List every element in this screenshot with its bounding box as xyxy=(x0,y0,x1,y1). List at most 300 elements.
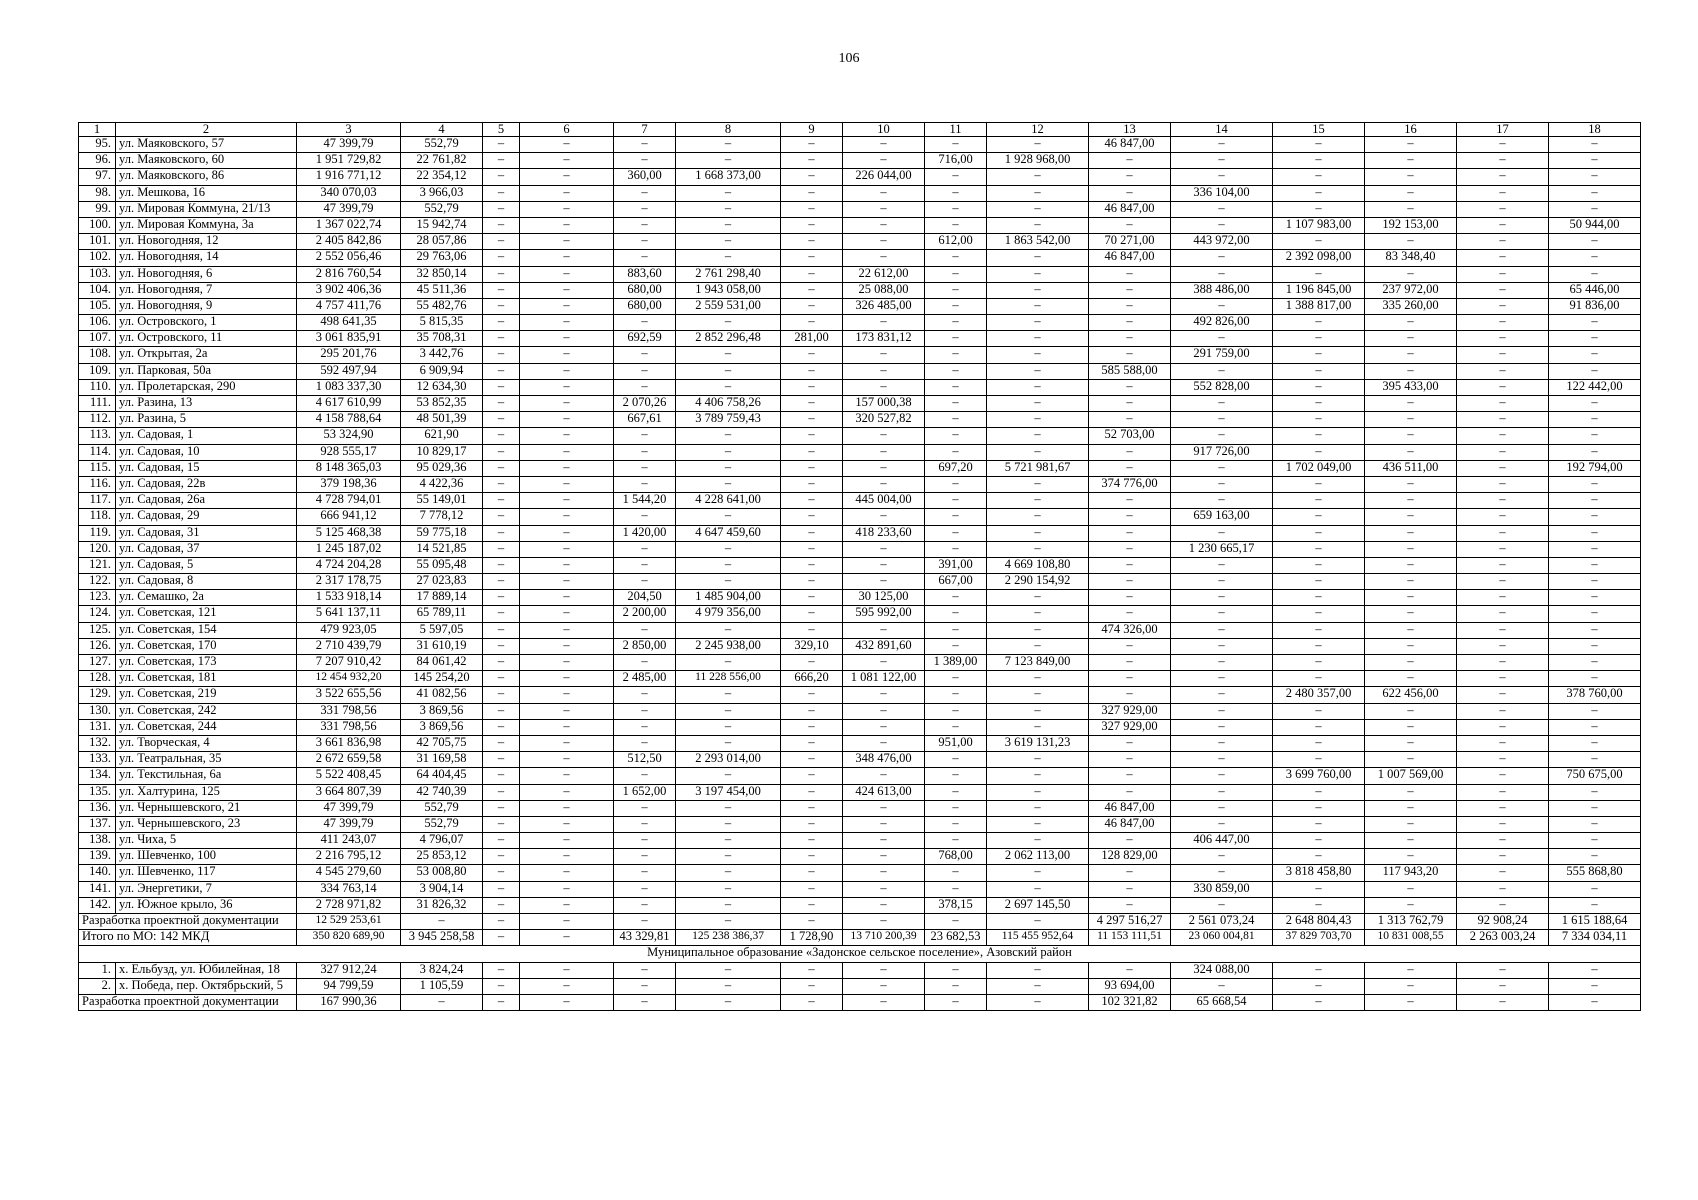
row-number: 107. xyxy=(79,331,116,347)
value-cell: – xyxy=(1273,590,1365,606)
value-cell: 1 007 569,00 xyxy=(1365,768,1457,784)
value-cell: 14 521,85 xyxy=(401,541,483,557)
value-cell: – xyxy=(483,606,520,622)
value-cell: – xyxy=(1273,153,1365,169)
value-cell: – xyxy=(1089,768,1171,784)
column-number: 6 xyxy=(520,123,614,137)
value-cell: – xyxy=(925,719,987,735)
value-cell: – xyxy=(925,622,987,638)
value-cell: – xyxy=(676,185,781,201)
value-cell: – xyxy=(1089,671,1171,687)
value-cell: – xyxy=(1365,363,1457,379)
value-cell: 4 796,07 xyxy=(401,833,483,849)
value-cell: – xyxy=(676,978,781,994)
address-cell: ул. Садовая, 26а xyxy=(116,493,297,509)
value-cell: 697,20 xyxy=(925,460,987,476)
value-cell: – xyxy=(1171,525,1273,541)
column-number: 10 xyxy=(843,123,925,137)
address-cell: ул. Советская, 181 xyxy=(116,671,297,687)
value-cell: 29 763,06 xyxy=(401,250,483,266)
value-cell: – xyxy=(1171,460,1273,476)
value-cell: 3 061 835,91 xyxy=(297,331,401,347)
value-cell: – xyxy=(1171,574,1273,590)
column-number: 13 xyxy=(1089,123,1171,137)
value-cell: – xyxy=(781,541,843,557)
value-cell: – xyxy=(1273,574,1365,590)
value-cell: – xyxy=(1273,703,1365,719)
value-cell: – xyxy=(614,978,676,994)
value-cell: 432 891,60 xyxy=(843,638,925,654)
value-cell: – xyxy=(1365,833,1457,849)
value-cell: – xyxy=(1457,735,1549,751)
value-cell: 2 293 014,00 xyxy=(676,752,781,768)
financing-table xyxy=(78,122,1641,1011)
value-cell: 4 669 108,80 xyxy=(987,557,1089,573)
address-cell: ул. Мировая Коммуна, 21/13 xyxy=(116,201,297,217)
table-row xyxy=(79,557,1641,573)
value-cell: – xyxy=(483,315,520,331)
value-cell: – xyxy=(1549,428,1641,444)
value-cell: 1 916 771,12 xyxy=(297,169,401,185)
address-cell: ул. Шевченко, 117 xyxy=(116,865,297,881)
table-row xyxy=(79,379,1641,395)
value-cell: – xyxy=(1549,671,1641,687)
value-cell: – xyxy=(781,557,843,573)
value-cell: 3 442,76 xyxy=(401,347,483,363)
value-cell: – xyxy=(614,315,676,331)
value-cell: – xyxy=(843,185,925,201)
value-cell: – xyxy=(925,509,987,525)
value-cell: – xyxy=(925,379,987,395)
value-cell: 5 641 137,11 xyxy=(297,606,401,622)
value-cell: – xyxy=(987,784,1089,800)
value-cell: 192 153,00 xyxy=(1365,217,1457,233)
value-cell: – xyxy=(614,687,676,703)
value-cell: – xyxy=(843,509,925,525)
table-row xyxy=(79,833,1641,849)
value-cell: – xyxy=(1171,816,1273,832)
value-cell: 55 482,76 xyxy=(401,298,483,314)
value-cell: – xyxy=(987,914,1089,930)
value-cell: 4 228 641,00 xyxy=(676,493,781,509)
value-cell: – xyxy=(1365,735,1457,751)
value-cell: – xyxy=(1457,541,1549,557)
value-cell: – xyxy=(987,444,1089,460)
value-cell: 716,00 xyxy=(925,153,987,169)
value-cell: – xyxy=(483,169,520,185)
value-cell: 173 831,12 xyxy=(843,331,925,347)
value-cell: – xyxy=(520,153,614,169)
value-cell: – xyxy=(925,590,987,606)
table-row xyxy=(79,315,1641,331)
address-cell: ул. Садовая, 31 xyxy=(116,525,297,541)
address-cell: ул. Садовая, 37 xyxy=(116,541,297,557)
value-cell: – xyxy=(520,250,614,266)
value-cell: – xyxy=(520,169,614,185)
value-cell: – xyxy=(520,557,614,573)
value-cell: – xyxy=(1457,396,1549,412)
row-number: 119. xyxy=(79,525,116,541)
value-cell: – xyxy=(1171,719,1273,735)
value-cell: – xyxy=(1549,541,1641,557)
value-cell: – xyxy=(676,363,781,379)
value-cell: – xyxy=(781,412,843,428)
value-cell: – xyxy=(1365,315,1457,331)
value-cell: – xyxy=(1549,250,1641,266)
value-cell: – xyxy=(483,444,520,460)
value-cell: – xyxy=(1089,541,1171,557)
value-cell: – xyxy=(1089,655,1171,671)
value-cell: 204,50 xyxy=(614,590,676,606)
column-number: 14 xyxy=(1171,123,1273,137)
value-cell: 1 083 337,30 xyxy=(297,379,401,395)
page-number: 106 xyxy=(838,51,860,66)
value-cell: 291 759,00 xyxy=(1171,347,1273,363)
row-number: 110. xyxy=(79,379,116,395)
value-cell: 692,59 xyxy=(614,331,676,347)
value-cell: – xyxy=(987,347,1089,363)
value-cell: – xyxy=(925,282,987,298)
value-cell: – xyxy=(520,525,614,541)
value-cell: – xyxy=(483,557,520,573)
address-cell: ул. Советская, 173 xyxy=(116,655,297,671)
address-cell: ул. Парковая, 50а xyxy=(116,363,297,379)
value-cell: – xyxy=(614,994,676,1010)
value-cell: 2 710 439,79 xyxy=(297,638,401,654)
value-cell: – xyxy=(676,347,781,363)
row-number: 98. xyxy=(79,185,116,201)
value-cell: – xyxy=(483,849,520,865)
value-cell: 8 148 365,03 xyxy=(297,460,401,476)
value-cell: 1 951 729,82 xyxy=(297,153,401,169)
value-cell: – xyxy=(1089,217,1171,233)
value-cell: – xyxy=(1273,266,1365,282)
value-cell: 46 847,00 xyxy=(1089,800,1171,816)
value-cell: – xyxy=(1171,703,1273,719)
row-number: 142. xyxy=(79,897,116,913)
value-cell: – xyxy=(483,493,520,509)
address-cell: ул. Садовая, 10 xyxy=(116,444,297,460)
value-cell: – xyxy=(1171,655,1273,671)
value-cell: – xyxy=(987,622,1089,638)
value-cell: – xyxy=(1171,169,1273,185)
value-cell: – xyxy=(781,509,843,525)
value-cell: – xyxy=(1365,234,1457,250)
value-cell: – xyxy=(1365,412,1457,428)
value-cell: – xyxy=(781,282,843,298)
value-cell: – xyxy=(1457,752,1549,768)
value-cell: – xyxy=(987,800,1089,816)
value-cell: 55 149,01 xyxy=(401,493,483,509)
value-cell: 552,79 xyxy=(401,201,483,217)
value-cell: 348 476,00 xyxy=(843,752,925,768)
value-cell: – xyxy=(987,638,1089,654)
value-cell: – xyxy=(614,363,676,379)
value-cell: – xyxy=(843,849,925,865)
value-cell: – xyxy=(1365,655,1457,671)
value-cell: – xyxy=(987,687,1089,703)
section-row xyxy=(79,946,1641,962)
value-cell: – xyxy=(1457,719,1549,735)
value-cell: – xyxy=(1549,525,1641,541)
value-cell: 666,20 xyxy=(781,671,843,687)
value-cell: – xyxy=(676,574,781,590)
value-cell: – xyxy=(1457,428,1549,444)
value-cell: – xyxy=(1273,201,1365,217)
value-cell: – xyxy=(614,816,676,832)
value-cell: 4 422,36 xyxy=(401,476,483,492)
value-cell: – xyxy=(1457,185,1549,201)
value-cell: – xyxy=(843,962,925,978)
value-cell: – xyxy=(1273,638,1365,654)
value-cell: – xyxy=(925,493,987,509)
value-cell: – xyxy=(1365,266,1457,282)
value-cell: 391,00 xyxy=(925,557,987,573)
value-cell: 35 708,31 xyxy=(401,331,483,347)
table-row xyxy=(79,217,1641,233)
value-cell: – xyxy=(520,768,614,784)
value-cell: – xyxy=(520,217,614,233)
value-cell: – xyxy=(925,606,987,622)
value-cell: – xyxy=(781,606,843,622)
value-cell: – xyxy=(1089,331,1171,347)
value-cell: 5 815,35 xyxy=(401,315,483,331)
value-cell: – xyxy=(676,994,781,1010)
value-cell: – xyxy=(925,250,987,266)
value-cell: – xyxy=(1365,525,1457,541)
value-cell: – xyxy=(483,914,520,930)
value-cell: – xyxy=(520,816,614,832)
value-cell: – xyxy=(1365,509,1457,525)
value-cell: – xyxy=(1273,800,1365,816)
row-number: 132. xyxy=(79,735,116,751)
value-cell: – xyxy=(1549,201,1641,217)
value-cell: – xyxy=(1365,574,1457,590)
value-cell: – xyxy=(781,719,843,735)
value-cell: – xyxy=(1457,347,1549,363)
value-cell: 378,15 xyxy=(925,897,987,913)
row-number: 139. xyxy=(79,849,116,865)
value-cell: – xyxy=(987,881,1089,897)
value-cell: – xyxy=(925,865,987,881)
value-cell: – xyxy=(781,298,843,314)
value-cell: – xyxy=(1171,638,1273,654)
value-cell: – xyxy=(781,153,843,169)
value-cell: – xyxy=(1549,331,1641,347)
value-cell: – xyxy=(1365,557,1457,573)
value-cell: – xyxy=(614,217,676,233)
value-cell: 70 271,00 xyxy=(1089,234,1171,250)
value-cell: – xyxy=(1273,735,1365,751)
value-cell: – xyxy=(1549,476,1641,492)
value-cell: – xyxy=(676,816,781,832)
value-cell: – xyxy=(676,622,781,638)
row-number: 120. xyxy=(79,541,116,557)
value-cell: – xyxy=(925,428,987,444)
table-row xyxy=(79,800,1641,816)
table-row xyxy=(79,428,1641,444)
address-cell: ул. Садовая, 5 xyxy=(116,557,297,573)
value-cell: – xyxy=(1089,509,1171,525)
value-cell: 750 675,00 xyxy=(1549,768,1641,784)
value-cell: – xyxy=(843,881,925,897)
value-cell: 474 326,00 xyxy=(1089,622,1171,638)
value-cell: 585 588,00 xyxy=(1089,363,1171,379)
value-cell: – xyxy=(1273,428,1365,444)
value-cell: 666 941,12 xyxy=(297,509,401,525)
value-cell: 379 198,36 xyxy=(297,476,401,492)
value-cell: 2 852 296,48 xyxy=(676,331,781,347)
value-cell: – xyxy=(1089,379,1171,395)
value-cell: – xyxy=(1549,266,1641,282)
value-cell: 31 826,32 xyxy=(401,897,483,913)
value-cell: – xyxy=(1457,638,1549,654)
value-cell: 46 847,00 xyxy=(1089,137,1171,153)
value-cell: 2 559 531,00 xyxy=(676,298,781,314)
value-cell: – xyxy=(1273,606,1365,622)
value-cell: – xyxy=(676,444,781,460)
value-cell: – xyxy=(925,687,987,703)
value-cell: – xyxy=(1365,897,1457,913)
value-cell: – xyxy=(1089,266,1171,282)
value-cell: – xyxy=(843,735,925,751)
row-number: 141. xyxy=(79,881,116,897)
value-cell: – xyxy=(1549,962,1641,978)
value-cell: – xyxy=(483,541,520,557)
value-cell: – xyxy=(520,428,614,444)
value-cell: – xyxy=(483,881,520,897)
value-cell: – xyxy=(987,994,1089,1010)
value-cell: – xyxy=(1365,784,1457,800)
value-cell: – xyxy=(1549,897,1641,913)
value-cell: – xyxy=(1457,509,1549,525)
row-number: 137. xyxy=(79,816,116,832)
value-cell: – xyxy=(1089,185,1171,201)
address-cell: ул. Советская, 244 xyxy=(116,719,297,735)
value-cell: – xyxy=(987,752,1089,768)
value-cell: – xyxy=(483,201,520,217)
address-cell: ул. Садовая, 15 xyxy=(116,460,297,476)
value-cell: – xyxy=(1549,493,1641,509)
value-cell: 1 652,00 xyxy=(614,784,676,800)
value-cell: – xyxy=(676,541,781,557)
table-row xyxy=(79,606,1641,622)
value-cell: – xyxy=(614,962,676,978)
value-cell: 3 902 406,36 xyxy=(297,282,401,298)
value-cell: – xyxy=(843,460,925,476)
value-cell: – xyxy=(843,557,925,573)
value-cell: – xyxy=(1089,784,1171,800)
address-cell: ул. Маяковского, 57 xyxy=(116,137,297,153)
value-cell: – xyxy=(987,590,1089,606)
value-cell: 917 726,00 xyxy=(1171,444,1273,460)
value-cell: 30 125,00 xyxy=(843,590,925,606)
value-cell: – xyxy=(1171,687,1273,703)
value-cell: – xyxy=(614,444,676,460)
value-cell: – xyxy=(1549,978,1641,994)
value-cell: – xyxy=(520,752,614,768)
value-cell: – xyxy=(1273,994,1365,1010)
address-cell: ул. Новогодняя, 6 xyxy=(116,266,297,282)
value-cell: – xyxy=(781,752,843,768)
value-cell: – xyxy=(1273,719,1365,735)
value-cell: – xyxy=(614,476,676,492)
table-row xyxy=(79,655,1641,671)
value-cell: – xyxy=(781,962,843,978)
value-cell: – xyxy=(1273,331,1365,347)
value-cell: – xyxy=(1171,428,1273,444)
value-cell: – xyxy=(987,201,1089,217)
value-cell: – xyxy=(987,185,1089,201)
value-cell: – xyxy=(781,622,843,638)
value-cell: – xyxy=(781,703,843,719)
value-cell: – xyxy=(843,914,925,930)
value-cell: – xyxy=(614,622,676,638)
value-cell: – xyxy=(781,169,843,185)
value-cell: – xyxy=(1365,816,1457,832)
value-cell: 326 485,00 xyxy=(843,298,925,314)
row-number: 140. xyxy=(79,865,116,881)
value-cell: – xyxy=(781,250,843,266)
value-cell: – xyxy=(987,525,1089,541)
value-cell: – xyxy=(520,687,614,703)
value-cell: – xyxy=(1171,201,1273,217)
value-cell: 52 703,00 xyxy=(1089,428,1171,444)
value-cell: – xyxy=(781,315,843,331)
value-cell: – xyxy=(1365,444,1457,460)
address-cell: ул. Разина, 5 xyxy=(116,412,297,428)
value-cell: – xyxy=(483,525,520,541)
value-cell: 28 057,86 xyxy=(401,234,483,250)
value-cell: 324 088,00 xyxy=(1171,962,1273,978)
value-cell: – xyxy=(676,768,781,784)
value-cell: 11 228 556,00 xyxy=(676,671,781,687)
value-cell: 91 836,00 xyxy=(1549,298,1641,314)
value-cell: – xyxy=(483,266,520,282)
row-number: 133. xyxy=(79,752,116,768)
value-cell: 3 869,56 xyxy=(401,719,483,735)
value-cell: – xyxy=(1457,412,1549,428)
value-cell: 15 942,74 xyxy=(401,217,483,233)
value-cell: – xyxy=(987,606,1089,622)
value-cell: 5 522 408,45 xyxy=(297,768,401,784)
value-cell: – xyxy=(1171,897,1273,913)
value-cell: – xyxy=(1457,282,1549,298)
value-cell: – xyxy=(1549,137,1641,153)
value-cell: – xyxy=(676,428,781,444)
row-number: 121. xyxy=(79,557,116,573)
value-cell: – xyxy=(1089,574,1171,590)
value-cell: – xyxy=(1457,768,1549,784)
value-cell: – xyxy=(1171,590,1273,606)
value-cell: – xyxy=(781,234,843,250)
value-cell: 1 702 049,00 xyxy=(1273,460,1365,476)
value-cell: – xyxy=(483,833,520,849)
value-cell: – xyxy=(1365,169,1457,185)
value-cell: – xyxy=(520,185,614,201)
value-cell: 7 334 034,11 xyxy=(1549,930,1641,946)
value-cell: – xyxy=(1457,671,1549,687)
table-row xyxy=(79,735,1641,751)
value-cell: – xyxy=(1365,428,1457,444)
value-cell: – xyxy=(520,541,614,557)
value-cell: – xyxy=(987,363,1089,379)
value-cell: – xyxy=(1365,978,1457,994)
value-cell: – xyxy=(1171,622,1273,638)
value-cell: – xyxy=(1549,444,1641,460)
value-cell: – xyxy=(1273,897,1365,913)
value-cell: – xyxy=(1549,169,1641,185)
